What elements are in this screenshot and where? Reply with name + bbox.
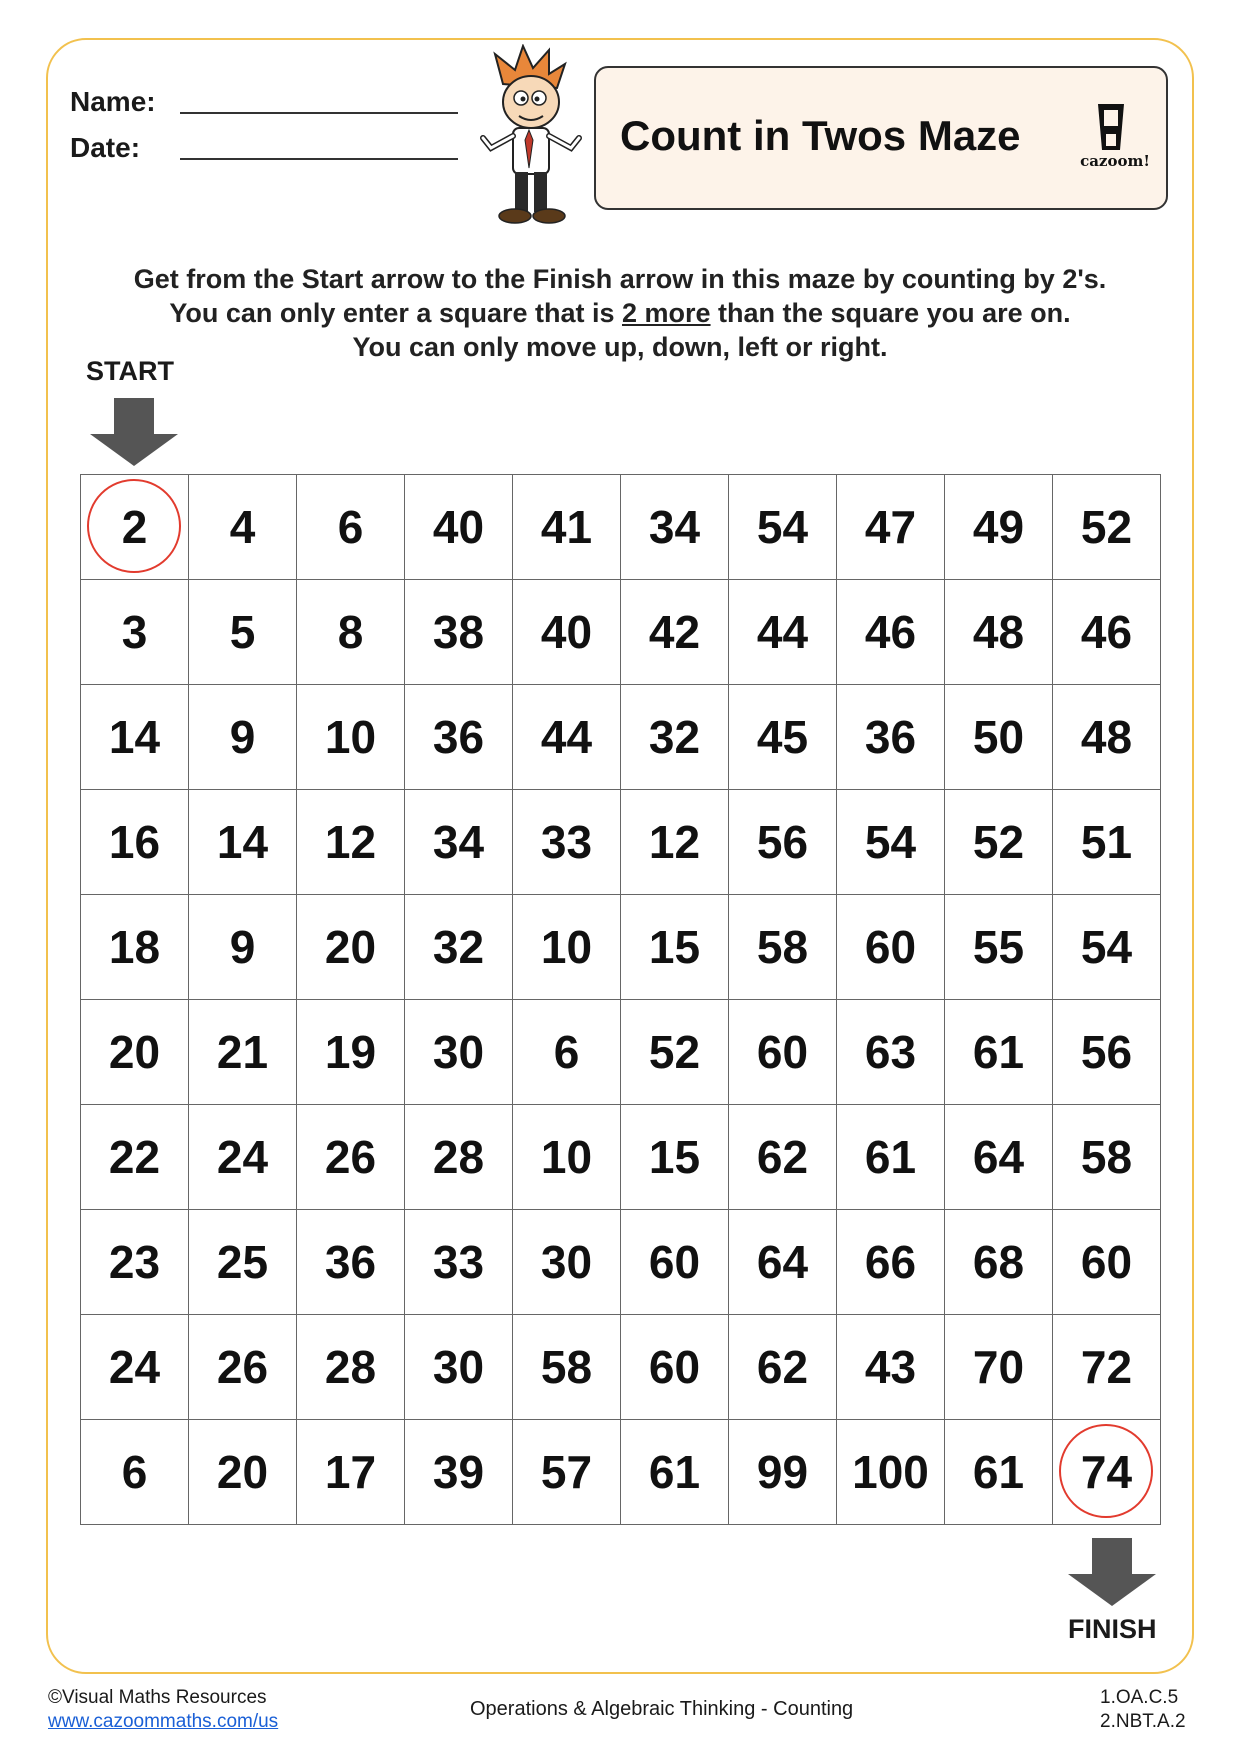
- footer-standards: [1100, 1686, 1186, 1734]
- footer-left: [48, 1686, 278, 1734]
- maze-cell[interactable]: 42: [621, 580, 729, 685]
- start-label: START: [86, 356, 174, 386]
- maze-cell[interactable]: 34: [405, 790, 513, 895]
- maze-cell[interactable]: 3: [81, 580, 189, 685]
- maze-cell[interactable]: 8: [297, 580, 405, 685]
- instructions: [70, 262, 1170, 364]
- maze-cell[interactable]: 9: [189, 895, 297, 1000]
- maze-cell[interactable]: 6: [297, 475, 405, 580]
- maze-cell[interactable]: 39: [405, 1420, 513, 1525]
- maze-cell[interactable]: 24: [189, 1105, 297, 1210]
- maze-cell[interactable]: 12: [297, 790, 405, 895]
- instruction-emphasis: 2 more: [622, 298, 711, 328]
- maze-cell[interactable]: 36: [297, 1210, 405, 1315]
- maze-cell[interactable]: 36: [837, 685, 945, 790]
- maze-cell[interactable]: 55: [945, 895, 1053, 1000]
- maze-row: [81, 475, 1161, 580]
- maze-cell[interactable]: 40: [405, 475, 513, 580]
- maze-cell[interactable]: 5: [189, 580, 297, 685]
- maze-row: [81, 1105, 1161, 1210]
- maze-cell[interactable]: 52: [621, 1000, 729, 1105]
- maze-cell[interactable]: 15: [621, 1105, 729, 1210]
- maze-cell[interactable]: 12: [621, 790, 729, 895]
- maze-cell-finish-circled[interactable]: 74: [1053, 1420, 1161, 1525]
- maze-cell[interactable]: 66: [837, 1210, 945, 1315]
- instruction-line-2-part-1: You can only enter a square that is: [169, 298, 622, 328]
- maze-cell[interactable]: 58: [729, 895, 837, 1000]
- maze-cell[interactable]: 62: [729, 1315, 837, 1420]
- maze-row: [81, 1420, 1161, 1525]
- maze-cell[interactable]: 9: [189, 685, 297, 790]
- worksheet-title: Count in Twos Maze: [620, 112, 1021, 159]
- maze-cell[interactable]: 34: [621, 475, 729, 580]
- topic-text: Operations & Algebraic Thinking - Counting: [470, 1698, 854, 1720]
- maze-cell[interactable]: 50: [945, 685, 1053, 790]
- maze-cell[interactable]: 46: [1053, 580, 1161, 685]
- maze-row: [81, 1210, 1161, 1315]
- title-box: [594, 66, 1168, 210]
- maze-row: [81, 895, 1161, 1000]
- maze-cell[interactable]: 24: [81, 1315, 189, 1420]
- maze-cell[interactable]: 20: [189, 1420, 297, 1525]
- maze-cell[interactable]: 33: [405, 1210, 513, 1315]
- maze-cell[interactable]: 56: [729, 790, 837, 895]
- maze-cell[interactable]: 99: [729, 1420, 837, 1525]
- maze-cell[interactable]: 61: [621, 1420, 729, 1525]
- maze-cell[interactable]: 6: [513, 1000, 621, 1105]
- maze-cell[interactable]: 30: [405, 1000, 513, 1105]
- maze-cell[interactable]: 62: [729, 1105, 837, 1210]
- date-line: [180, 158, 458, 160]
- maze-cell[interactable]: 41: [513, 475, 621, 580]
- maze-cell[interactable]: 64: [945, 1105, 1053, 1210]
- maze-grid: [80, 474, 1161, 1525]
- maze-cell[interactable]: 4: [189, 475, 297, 580]
- maze-cell[interactable]: 32: [405, 895, 513, 1000]
- maze-cell[interactable]: 38: [405, 580, 513, 685]
- maze-cell[interactable]: 61: [945, 1420, 1053, 1525]
- maze-cell-start-circled[interactable]: 2: [81, 475, 189, 580]
- instruction-line-3: You can only move up, down, left or right.: [352, 332, 888, 362]
- cazoom-logo-text: cazoom!: [1080, 152, 1150, 170]
- maze-row: [81, 1315, 1161, 1420]
- maze-cell[interactable]: 54: [837, 790, 945, 895]
- maze-cell[interactable]: 72: [1053, 1315, 1161, 1420]
- maze-cell[interactable]: 48: [1053, 685, 1161, 790]
- maze-cell[interactable]: 15: [621, 895, 729, 1000]
- maze-cell[interactable]: 70: [945, 1315, 1053, 1420]
- maze-cell[interactable]: 14: [189, 790, 297, 895]
- maze-cell[interactable]: 45: [729, 685, 837, 790]
- maze-cell[interactable]: 61: [837, 1105, 945, 1210]
- maze-cell[interactable]: 40: [513, 580, 621, 685]
- maze-cell[interactable]: 28: [405, 1105, 513, 1210]
- maze-cell[interactable]: 28: [297, 1315, 405, 1420]
- maze-cell[interactable]: 60: [621, 1315, 729, 1420]
- standard-code-2: 2.NBT.A.2: [1100, 1711, 1186, 1732]
- start-arrow-icon: [90, 398, 178, 466]
- maze-cell[interactable]: 30: [405, 1315, 513, 1420]
- maze-row: [81, 1000, 1161, 1105]
- maze-row: [81, 790, 1161, 895]
- maze-cell[interactable]: 14: [81, 685, 189, 790]
- maze-cell[interactable]: 60: [729, 1000, 837, 1105]
- maze-cell[interactable]: 36: [405, 685, 513, 790]
- maze-cell[interactable]: 64: [729, 1210, 837, 1315]
- maze-cell[interactable]: 19: [297, 1000, 405, 1105]
- maze-cell[interactable]: 22: [81, 1105, 189, 1210]
- maze-cell[interactable]: 26: [297, 1105, 405, 1210]
- maze-cell[interactable]: 20: [297, 895, 405, 1000]
- copyright-text: ©Visual Maths Resources: [48, 1687, 267, 1708]
- maze-cell[interactable]: 16: [81, 790, 189, 895]
- instruction-line-1: Get from the Start arrow to the Finish arrow in this maze by counting by 2's.: [133, 264, 1107, 294]
- instruction-line-2: [70, 296, 1170, 330]
- date-label: Date:: [70, 132, 141, 163]
- maze-cell[interactable]: 68: [945, 1210, 1053, 1315]
- maze-row: [81, 580, 1161, 685]
- finish-label: FINISH: [1068, 1614, 1157, 1644]
- maze-cell[interactable]: 58: [513, 1315, 621, 1420]
- maze-row: [81, 685, 1161, 790]
- maze-cell[interactable]: 60: [837, 895, 945, 1000]
- maze-cell[interactable]: 6: [81, 1420, 189, 1525]
- instruction-line-2-part-2: than the square you are on.: [710, 298, 1071, 328]
- maze-cell[interactable]: 60: [1053, 1210, 1161, 1315]
- maze-cell[interactable]: 100: [837, 1420, 945, 1525]
- maze-cell[interactable]: 10: [297, 685, 405, 790]
- website-link[interactable]: www.cazoommaths.com/us: [48, 1711, 279, 1732]
- maze-cell[interactable]: 25: [189, 1210, 297, 1315]
- maze-cell[interactable]: 30: [513, 1210, 621, 1315]
- maze-cell[interactable]: 54: [729, 475, 837, 580]
- maze-cell[interactable]: 18: [81, 895, 189, 1000]
- maze-cell[interactable]: 48: [945, 580, 1053, 685]
- maze-cell[interactable]: 63: [837, 1000, 945, 1105]
- maze-cell[interactable]: 44: [513, 685, 621, 790]
- maze-cell[interactable]: 54: [1053, 895, 1161, 1000]
- maze-cell[interactable]: 61: [945, 1000, 1053, 1105]
- maze-cell[interactable]: 23: [81, 1210, 189, 1315]
- maze-cell[interactable]: 33: [513, 790, 621, 895]
- maze-cell[interactable]: 52: [1053, 475, 1161, 580]
- cartoon-boy-mascot: [465, 44, 595, 234]
- maze-cell[interactable]: 52: [945, 790, 1053, 895]
- maze-cell[interactable]: 46: [837, 580, 945, 685]
- maze-cell[interactable]: 60: [621, 1210, 729, 1315]
- standard-code-1: 1.OA.C.5: [1100, 1687, 1179, 1708]
- maze-cell[interactable]: 10: [513, 895, 621, 1000]
- maze-cell[interactable]: 10: [513, 1105, 621, 1210]
- maze-cell[interactable]: 43: [837, 1315, 945, 1420]
- maze-cell[interactable]: 56: [1053, 1000, 1161, 1105]
- maze-cell[interactable]: 58: [1053, 1105, 1161, 1210]
- maze-cell[interactable]: 21: [189, 1000, 297, 1105]
- finish-arrow-icon: [1068, 1538, 1156, 1606]
- name-line: [180, 112, 458, 114]
- maze-cell[interactable]: 20: [81, 1000, 189, 1105]
- maze-cell[interactable]: 32: [621, 685, 729, 790]
- maze-cell[interactable]: 57: [513, 1420, 621, 1525]
- maze-cell[interactable]: 26: [189, 1315, 297, 1420]
- maze-cell[interactable]: 51: [1053, 790, 1161, 895]
- maze-cell[interactable]: 17: [297, 1420, 405, 1525]
- maze-cell[interactable]: 47: [837, 475, 945, 580]
- maze-cell[interactable]: 49: [945, 475, 1053, 580]
- name-label: Name:: [70, 86, 156, 117]
- maze-cell[interactable]: 44: [729, 580, 837, 685]
